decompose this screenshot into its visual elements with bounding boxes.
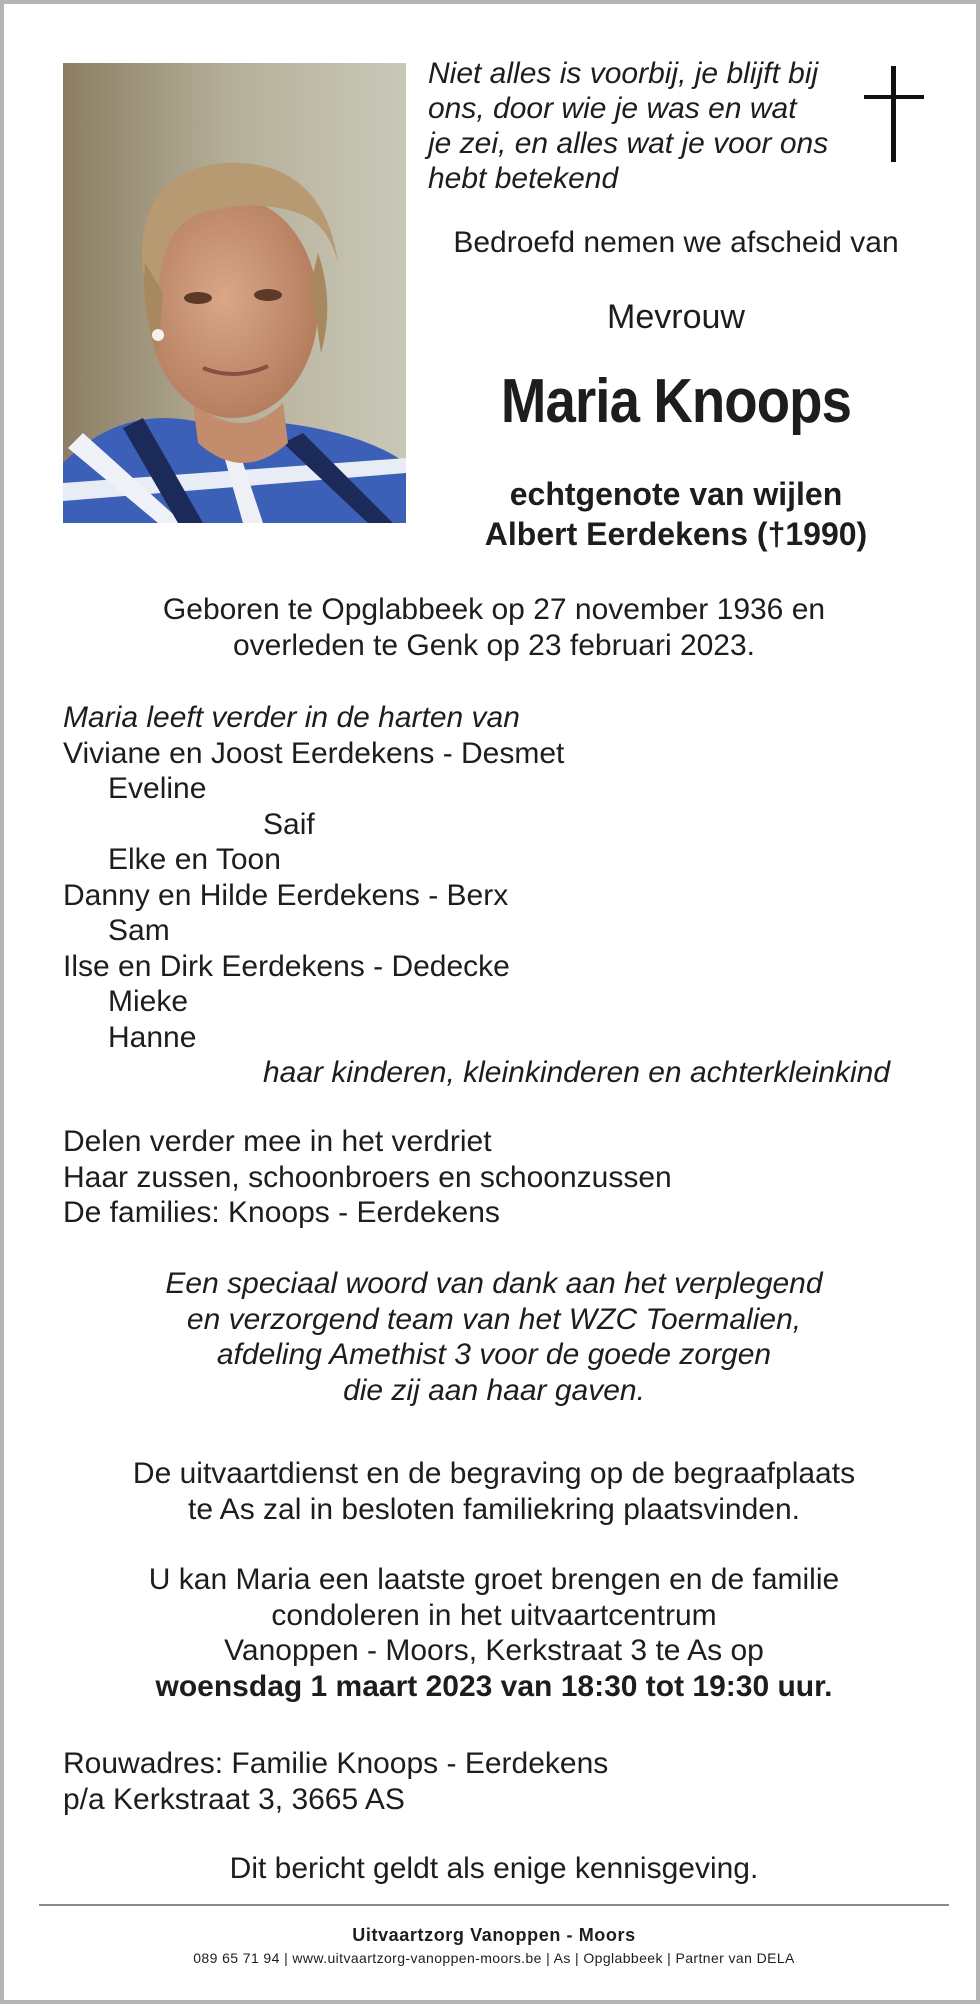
memorial-poem (428, 56, 858, 196)
thanks-line: en verzorgend team van het WZC Toermalien, (186, 1302, 802, 1336)
family-member: Ilse en Dirk Eerdekens - Dedecke (63, 949, 510, 983)
address-line: Rouwadres: Familie Knoops - Eerdekens (63, 1747, 609, 1780)
family-member: Viviane en Joost Eerdekens - Desmet (63, 736, 565, 770)
poem-line: hebt betekend (428, 162, 619, 195)
funeral-home-name: Uitvaartzorg Vanoppen - Moors (352, 1925, 636, 1945)
spouse-info (408, 474, 944, 554)
family-member: Elke en Toon (108, 843, 281, 876)
address-line: p/a Kerkstraat 3, 3665 AS (63, 1782, 405, 1816)
service-section (64, 1456, 924, 1527)
grief-section (63, 1124, 672, 1231)
grief-line: De families: Knoops - Eerdekens (63, 1196, 500, 1229)
thanks-line: die zij aan haar gaven. (343, 1373, 645, 1407)
thanks-section (64, 1266, 924, 1408)
life-dates (64, 592, 924, 664)
footer-divider (39, 1904, 949, 1906)
spouse-line: echtgenote van wijlen (509, 476, 843, 512)
poem-line: je zei, en alles wat je voor ons (428, 127, 829, 160)
family-member: Mieke (108, 985, 189, 1018)
visitation-datetime: woensdag 1 maart 2023 van 18:30 tot 19:30 uur. (155, 1669, 833, 1703)
family-caption: haar kinderen, kleinkinderen en achterkleinkind (263, 1056, 891, 1089)
deceased-name: Maria Knoops (500, 367, 852, 436)
family-member: Sam (108, 914, 170, 947)
visitation-line: Vanoppen - Moors, Kerkstraat 3 te As op (224, 1634, 764, 1667)
thanks-line: afdeling Amethist 3 voor de goede zorgen (216, 1338, 772, 1371)
family-member: Danny en Hilde Eerdekens - Berx (63, 878, 509, 912)
poem-line: ons, door wie je was en wat (428, 92, 797, 125)
birth-line: Geboren te Opglabbeek op 27 november 1936 en (162, 593, 826, 626)
mourning-address (63, 1746, 608, 1817)
visitation-line: condoleren in het uitvaartcentrum (271, 1598, 717, 1632)
thanks-line: Een speciaal woord van dank aan het verplegend (165, 1267, 823, 1300)
funeral-home-contact: 089 65 71 94 | www.uitvaartzorg-vanoppen-moors.be | As | Opglabbeek | Partner van DELA (193, 1950, 795, 1966)
service-line: De uitvaartdienst en de begraving op de begraafplaats (132, 1457, 856, 1490)
cross-icon (864, 66, 924, 171)
portrait-photo (63, 63, 406, 523)
salutation: Mevrouw (607, 298, 745, 336)
family-member: Hanne (108, 1020, 197, 1054)
grief-line: Delen verder mee in het verdriet (63, 1125, 492, 1158)
family-member: Eveline (108, 772, 207, 805)
family-intro: Maria leeft verder in de harten van (63, 701, 520, 734)
visitation-line: U kan Maria een laatste groet brengen en de familie (148, 1563, 840, 1596)
visitation-section (64, 1562, 924, 1704)
poem-line: Niet alles is voorbij, je blijft bij (428, 57, 819, 90)
spouse-line: Albert Eerdekens (†1990) (484, 516, 868, 552)
service-line: te As zal in besloten familiekring plaatsvinden. (187, 1492, 800, 1526)
grief-line: Haar zussen, schoonbroers en schoonzussen (63, 1160, 672, 1194)
family-list (63, 700, 923, 1091)
intro-text: Bedroefd nemen we afscheid van (453, 226, 899, 259)
family-member: Saif (263, 807, 315, 841)
notice-text: Dit bericht geldt als enige kennisgeving. (229, 1852, 759, 1885)
death-line: overleden te Genk op 23 februari 2023. (232, 629, 756, 662)
